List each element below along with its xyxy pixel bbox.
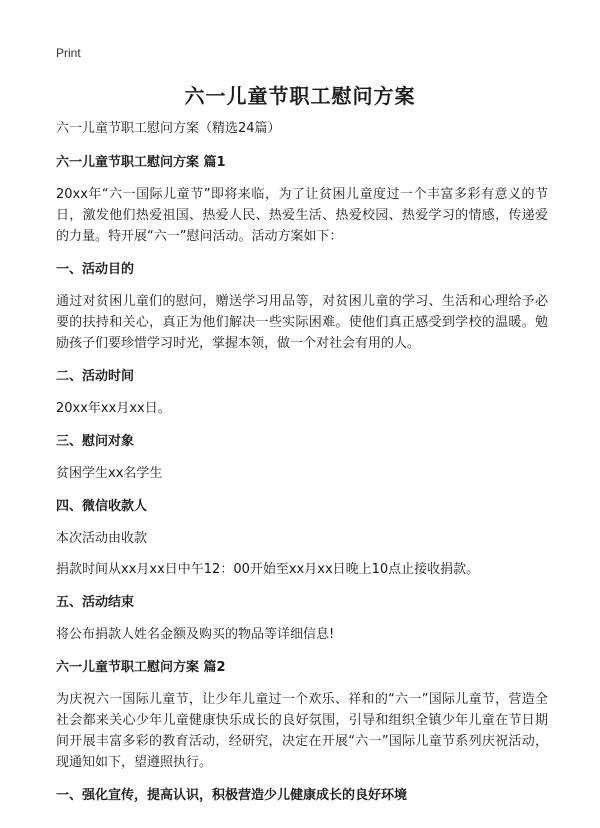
part2-heading: 六一儿童节职工慰问方案 篇2 — [56, 660, 226, 675]
section5-heading: 五、活动结束 — [56, 595, 135, 610]
section2-text: 20xx年xx月xx日。 — [56, 401, 171, 416]
section5-text: 将公布捐款人姓名金额及购买的物品等详细信息! — [56, 627, 335, 642]
document-body — [56, 120, 548, 817]
section4-text-2: 捐款时间从xx月xx日中午12：00开始至xx月xx日晚上10点止接收捐款。 — [56, 562, 480, 577]
part2-intro: 为庆祝六一国际儿童节，让少年儿童过一个欢乐、祥和的“六一”国际儿童节，营造全社会都来关心少年儿童健康快乐成长的良好氛围，引导和组织全镇少年儿童在节日期间开展丰富多彩的教育活动，经研究，决定在开展“六一”国际儿童节系列庆祝活动，现通知如下，望遵照执行。 — [56, 692, 548, 770]
section4-heading: 四、微信收款人 — [56, 499, 148, 514]
section2-heading: 二、活动时间 — [56, 369, 135, 384]
section1-heading: 一、活动目的 — [56, 262, 135, 277]
print-label[interactable]: Print — [56, 46, 81, 60]
section3-heading: 三、慰问对象 — [56, 434, 135, 449]
document-subtitle: 六一儿童节职工慰问方案（精选24篇） — [56, 121, 281, 136]
section1-text: 通过对贫困儿童们的慰问，赠送学习用品等，对贫困儿童的学习、生活和心理给予必要的扶持和关心，真正为他们解决一些实际困难。使他们真正感受到学校的温暖。勉励孩子们要珍惜学习时光，掌握本领，做一个对社会有用的人。 — [56, 294, 548, 351]
section4-text-1: 本次活动由收款 — [56, 531, 148, 546]
page-title: 六一儿童节职工慰问方案 — [184, 84, 416, 108]
section3-text: 贫困学生xx名学生 — [56, 466, 163, 481]
part1-intro: 20xx年“六一国际儿童节”即将来临，为了让贫困儿童度过一个丰富多彩有意义的节日，激发他们热爱祖国、热爱人民、热爱生活、热爱校园、热爱学习的情感，传递爱的力量。特开展“六一”慰问活动。活动方案如下： — [56, 187, 548, 244]
part2-section1-heading: 一、强化宣传，提高认识，积极营造少儿健康成长的良好环境 — [56, 788, 408, 803]
part1-heading: 六一儿童节职工慰问方案 篇1 — [56, 155, 226, 170]
